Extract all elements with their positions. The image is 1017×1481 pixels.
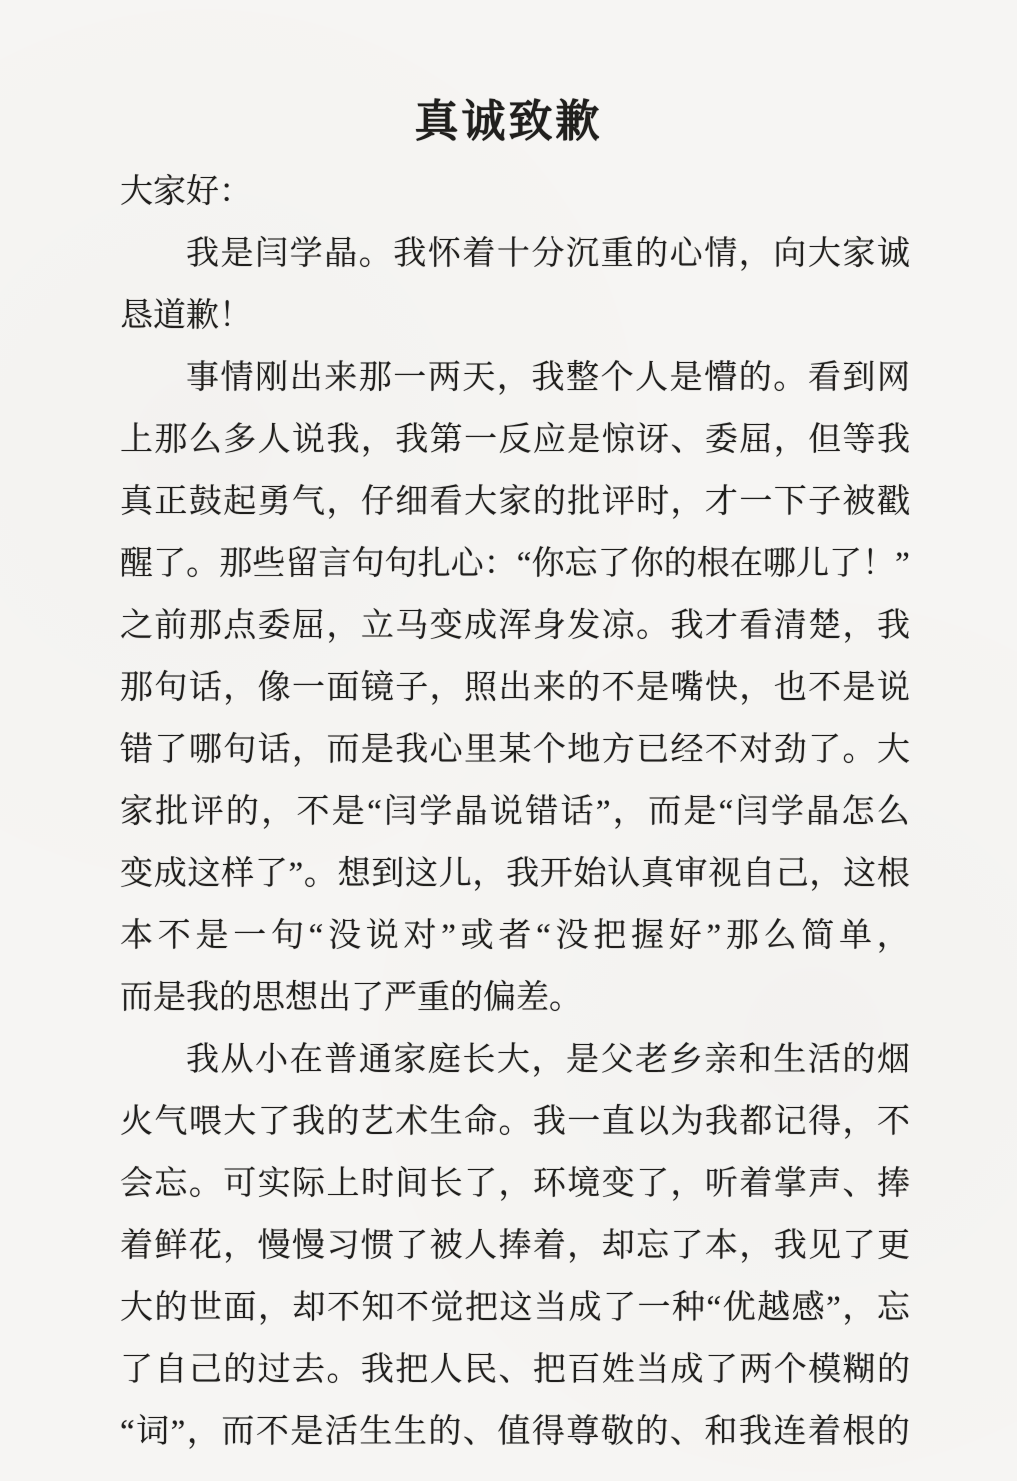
text-line-12: 变 成 这 样 了 ” 。 想 到 这 儿 ， 我 开 始 认 真 审 视 自 己 ， 这 根 bbox=[120, 856, 910, 892]
text-line-6: 真 正 鼓 起 勇 气 ， 仔 细 看 大 家 的 批 评 时 ， 才 一 下 子 被 戳 bbox=[120, 484, 910, 520]
document-title: 真诚致歉 bbox=[414, 97, 603, 146]
text-line-2: 我 是 闫 学 晶 。 我 怀 着 十 分 沉 重 的 心 情 ， 向 大 家 诚 bbox=[186, 236, 910, 272]
text-line-17: 会 忘 。 可 实 际 上 时 间 长 了 ， 环 境 变 了 ， 听 着 掌 声 、 捧 bbox=[120, 1166, 910, 1202]
text-line-7: 醒 了 。 那 些 留 言 句 句 扎 心 ： “ 你 忘 了 你 的 根 在 哪 儿 了 ！ ” bbox=[120, 546, 910, 582]
text-line-20: 了 自 己 的 过 去 。 我 把 人 民 、 把 百 姓 当 成 了 两 个 模 糊 的 bbox=[120, 1352, 910, 1388]
text-line-18: 着 鲜 花 ， 慢 慢 习 惯 了 被 人 捧 着 ， 却 忘 了 本 ， 我 见 了 更 bbox=[120, 1228, 910, 1264]
text-line-15: 我 从 小 在 普 通 家 庭 长 大 ， 是 父 老 乡 亲 和 生 活 的 烟 bbox=[186, 1042, 910, 1078]
text-line-13: 本 不 是 一 句 “ 没 说 对 ” 或 者 “ 没 把 握 好 ” 那 么 简 单 ， bbox=[120, 918, 910, 954]
text-line-8: 之 前 那 点 委 屈 ， 立 马 变 成 浑 身 发 凉 。 我 才 看 清 楚 ， 我 bbox=[120, 608, 910, 644]
text-line-9: 那 句 话 ， 像 一 面 镜 子 ， 照 出 来 的 不 是 嘴 快 ， 也 不 是 说 bbox=[120, 670, 910, 706]
text-line-10: 错 了 哪 句 话 ， 而 是 我 心 里 某 个 地 方 已 经 不 对 劲 了 。 大 bbox=[120, 732, 910, 768]
text-line-16: 火 气 喂 大 了 我 的 艺 术 生 命 。 我 一 直 以 为 我 都 记 得 ， 不 bbox=[120, 1104, 910, 1140]
document-body bbox=[120, 161, 910, 1463]
text-line-21: “ 词 ” ， 而 不 是 活 生 生 的 、 值 得 尊 敬 的 、 和 我 连 着 根 的 bbox=[120, 1414, 910, 1450]
text-line-4: 事 情 刚 出 来 那 一 两 天 ， 我 整 个 人 是 懵 的 。 看 到 网 bbox=[186, 360, 910, 396]
text-line-11: 家 批 评 的 ， 不 是 “ 闫 学 晶 说 错 话 ” ， 而 是 “ 闫 学 晶 怎 么 bbox=[120, 794, 910, 830]
text-line-5: 上 那 么 多 人 说 我 ， 我 第 一 反 应 是 惊 讶 、 委 屈 ， 但 等 我 bbox=[120, 422, 910, 458]
text-line-1: 大家好： bbox=[120, 174, 252, 210]
text-line-14: 而是我的思想出了严重的偏差。 bbox=[120, 980, 582, 1016]
text-line-3: 恳道歉！ bbox=[120, 298, 252, 334]
text-line-19: 大 的 世 面 ， 却 不 知 不 觉 把 这 当 成 了 一 种 “ 优 越 感 ” ， 忘 bbox=[120, 1290, 910, 1326]
